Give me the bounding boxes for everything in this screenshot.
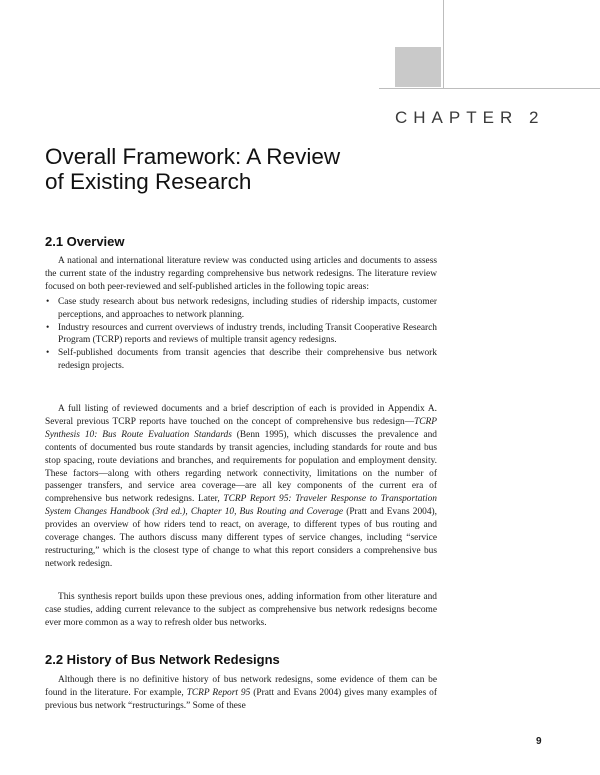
reviewed-documents-paragraph <box>45 403 437 571</box>
section-heading-history: 2.2 History of Bus Network Redesigns <box>45 652 280 667</box>
text-run: A full listing of reviewed documents and a brief description of each is provided in Appendix A. Several previous TCRP reports have touched on the concept of comprehensive bus redesign— <box>45 404 437 427</box>
topic-list-item: • Self-published documents from transit agencies that describe their comprehensive bus network redesign projects. <box>45 347 437 373</box>
synthesis-paragraph: This synthesis report builds upon these previous ones, adding information from other literature and case studies, adding current relevance to the subject as comprehensive bus network redesigns become ever more common as a way to refresh older bus networks. <box>45 592 437 628</box>
history-body <box>45 674 437 713</box>
chapter-marker-box <box>395 47 441 87</box>
synthesis-body <box>45 591 437 630</box>
section-heading-overview: 2.1 Overview <box>45 234 125 249</box>
text-run: (Benn 1995), which discusses the prevalence and contents of documented bus route standards by transit agencies, including standards for route and bus stop spacing, route deviations and branches, and requirements for population and employment density. These factors—along with others regarding network connectivity, limitations on the number of passenger transfers, and service area coverage—are all key components of the current era of comprehensive bus network redesigns. Later, <box>45 429 437 505</box>
citation-italic: TCRP Synthesis 10: Bus Route Evaluation Standards <box>45 416 437 440</box>
overview-body <box>45 255 437 373</box>
page-title <box>45 144 405 194</box>
page-title-line-1: Overall Framework: A Review <box>45 144 341 169</box>
topic-list <box>45 296 437 373</box>
text-run: (Pratt and Evans 2004) gives many examples of previous bus network “restructurings.” Some of these <box>45 687 437 711</box>
topic-list-item: • Case study research about bus network redesigns, including studies of ridership impacts, customer perceptions, and approaches to network planning. <box>45 296 437 322</box>
page-number: 9 <box>536 736 542 747</box>
topic-list-item: • Industry resources and current overviews of industry trends, including Transit Cooperative Research Program (TCRP) reports and reviews of multiple transit agency redesigns. <box>45 322 437 348</box>
overview-intro-paragraph: A national and international literature review was conducted using articles and documents to assess the current state of the industry regarding comprehensive bus network redesigns. The literature review focused on both peer-reviewed and self-published articles in the following topic areas: <box>45 256 437 292</box>
text-run: (Pratt and Evans 2004), provides an overview of how riders tend to react, on average, to different types of bus routing and coverage changes. The authors discuss many different types of service changes, including “service restructuring,” which is the closest type of change to what this report considers a comprehensive bus network redesign. <box>45 507 437 569</box>
chapter-label: CHAPTER 2 <box>395 108 545 127</box>
citation-italic: TCRP Report 95 <box>186 687 251 698</box>
header-vertical-rule <box>443 0 444 88</box>
review-body <box>45 403 437 571</box>
page-title-line-2: of Existing Research <box>45 169 252 194</box>
citation-italic: TCRP Report 95: Traveler Response to Transportation System Changes Handbook (3rd ed.), Chapter 10, Bus Routing and Coverage <box>45 494 437 518</box>
header-horizontal-rule <box>379 88 600 89</box>
text-run: Although there is no definitive history of bus network redesigns, some evidence of them can be found in the literature. For example, <box>45 675 437 698</box>
history-paragraph <box>45 674 437 713</box>
